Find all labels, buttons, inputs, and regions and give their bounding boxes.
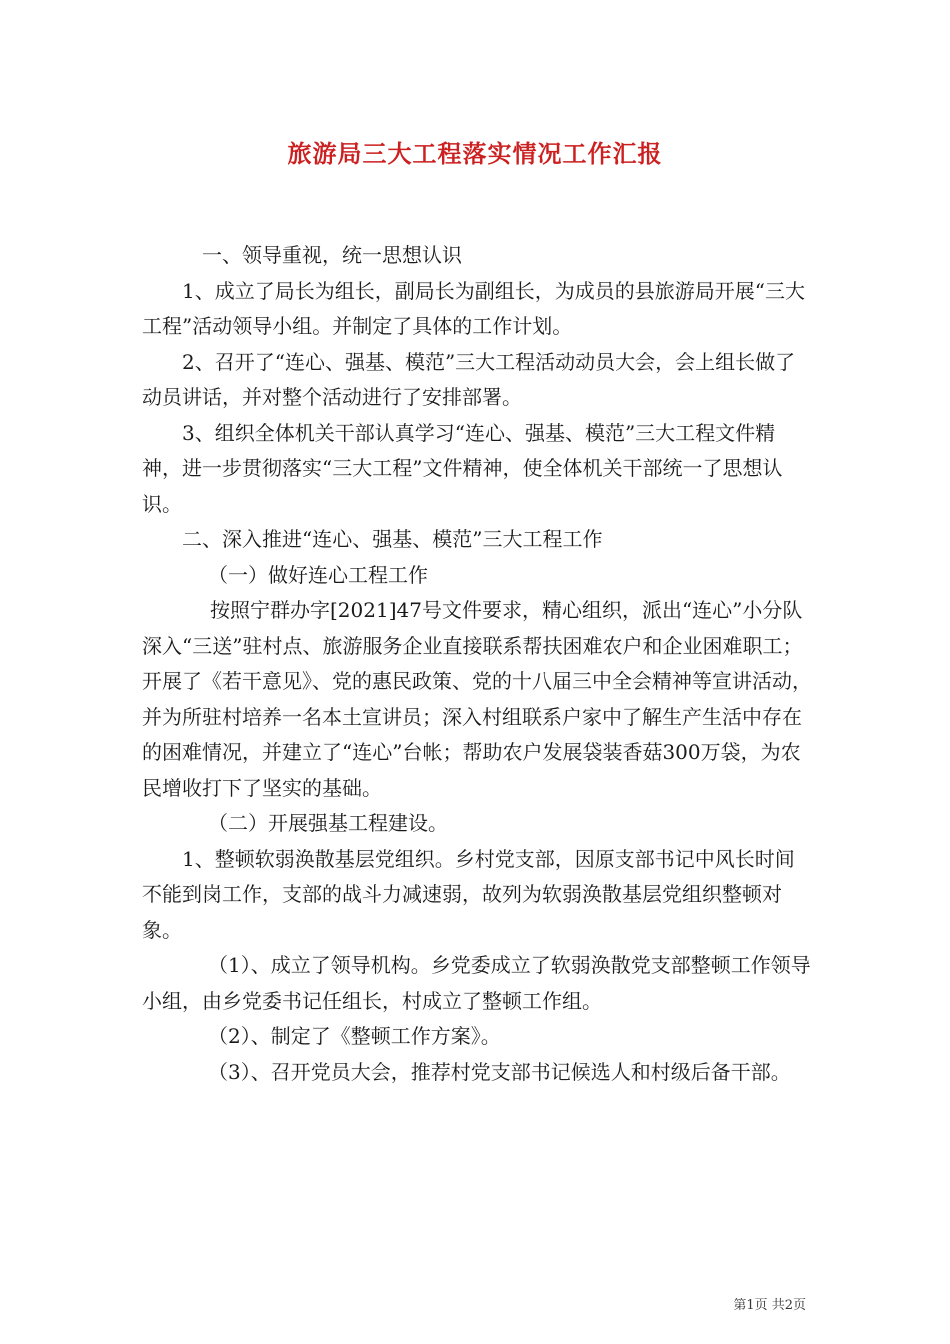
subsection-heading-2: （二）开展强基工程建设。 (208, 811, 448, 835)
subsection-heading-1: （一）做好连心工程工作 (208, 562, 428, 587)
paragraph: 1、整顿软弱涣散基层党组织。乡村党支部，因原支部书记中风长时间不能到岗工作，支部的战斗力减速弱，故列为软弱涣散基层党组织整顿对象。 (142, 846, 795, 942)
document-title: 旅游局三大工程落实情况工作汇报 (287, 139, 663, 168)
paragraph: 2、召开了“连心、强基、模范”三大工程活动动员大会，会上组长做了动员讲话，并对整个活动进行了安排部署。 (142, 349, 796, 409)
document-body (142, 238, 812, 1090)
page-number: 第1页 共2页 (733, 1298, 806, 1313)
section-heading-2: 二、深入推进“连心、强基、模范”三大工程工作 (182, 527, 603, 551)
paragraph: 3、组织全体机关干部认真学习“连心、强基、模范”三大工程文件精神，进一步贯彻落实“三大工程”文件精神，使全体机关干部统一了思想认识。 (142, 420, 783, 516)
paragraph: （2）、制定了《整顿工作方案》。 (208, 1024, 501, 1048)
paragraph: （1）、成立了领导机构。乡党委成立了软弱涣散党支部整顿工作领导小组，由乡党委书记任组长，村成立了整顿工作组。 (142, 953, 811, 1013)
paragraph: 按照宁群办字[2021]47号文件要求，精心组织，派出“连心”小分队深入“三送”驻村点、旅游服务企业直接联系帮扶困难农户和企业困难职工；开展了《若干意见》、党的惠民政策、党的十八届三中全会精神等宣讲活动，并为所驻村培养一名本土宣讲员；深入村组联系户家中了解生产生活中存在的困难情况，并建立了“连心”台帐；帮助农户发展袋装香菇300万袋，为农民增收打下了坚实的基础。 (142, 598, 812, 800)
paragraph: （3）、召开党员大会，推荐村党支部书记候选人和村级后备干部。 (208, 1059, 791, 1084)
section-heading-1: 一、领导重视，统一思想认识 (202, 243, 462, 267)
paragraph: 1、成立了局长为组长，副局长为副组长，为成员的县旅游局开展“三大工程”活动领导小组。并制定了具体的工作计划。 (142, 278, 805, 338)
